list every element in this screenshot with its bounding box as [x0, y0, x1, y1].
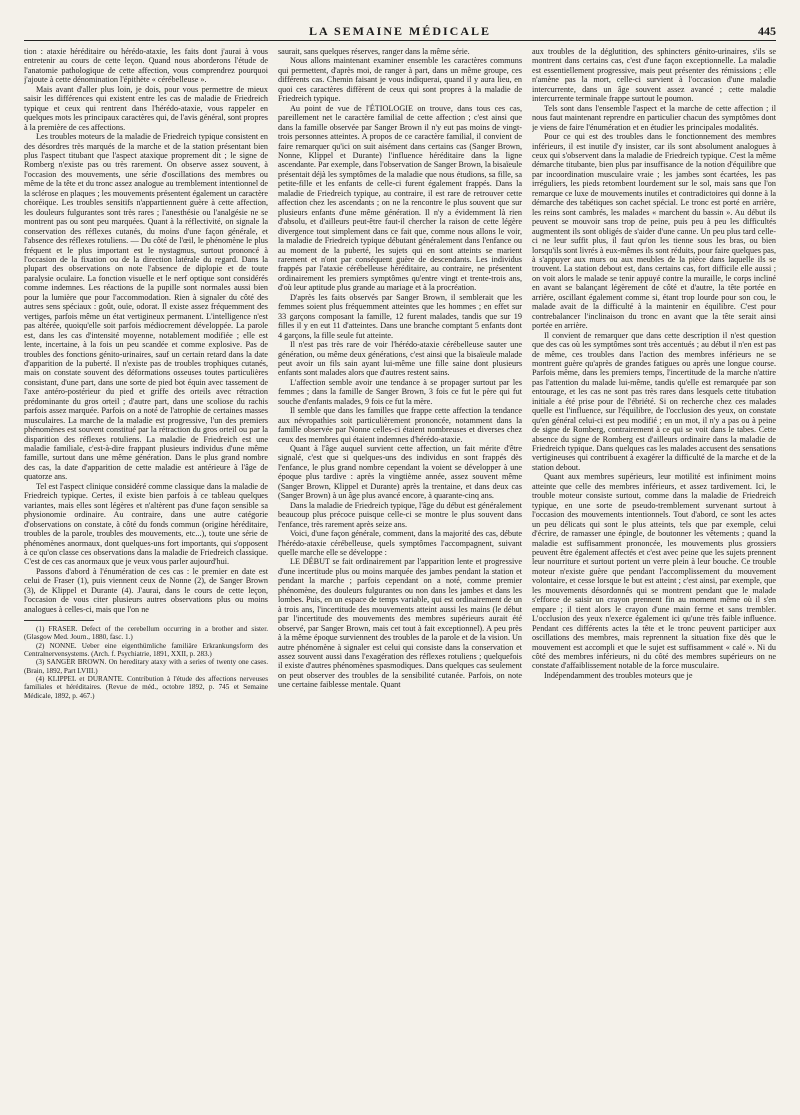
- paragraph: Il n'est pas très rare de voir l'hérédo-ataxie cérébelleuse sauter une génération, ou même deux générations, c'est ainsi que la bisaïeule malade peut avoir un fils sain ayant lui-même une fille saine dont plusieurs enfants sont malades alors que d'autres restent sains.: [278, 340, 522, 378]
- paragraph: Les troubles moteurs de la maladie de Friedreich typique consistent en des désordres très marqués de la marche et de la station présentant bien plus l'aspect titubant que l'aspect ataxique proprement dit ; le signe de Romberg n'existe pas ou très rarement. On observe assez souvent, à l'occasion des mouvements, une série d'oscillations des membres ou même de la tête et du tronc assez analogue au tremblement intentionnel de la sclérose en plaques ; les mouvements présentent également un caractère choréique. Les troubles sensitifs n'appartiennent guère à cette affection, les douleurs fulgurantes sont très rares ; l'anesthésie ou l'analgésie ne se montrent pas ou sont peu marquées. Quant à la réflectivité, on signale la conservation des réflexes cutanés, du moins d'une façon générale, et l'absence des réflexes rotuliens. — Du côté de l'œil, le phénomène le plus fréquent et le plus important est le nystagmus, surtout prononcé à l'occasion de la fixation ou de la direction latérale du regard. Dans la plupart des observations on note l'absence de diplopie et de toute paralysie oculaire. La fonction visuelle et le nerf optique sont considérés comme indemnes. Les réactions de la pupille sont normales aussi bien pour la lumière que pour l'accommodation. Rien à signaler du côté des autres sens spéciaux : goût, ouïe, odorat. Il existe assez fréquemment des vertiges, parfois même un état vertigineux permanent. L'intelligence n'est pas altérée, quoiqu'elle soit parfois médiocrement développée. La parole est, dans les cas d'intensité moyenne, notablement modifiée ; elle est lente, incertaine, à la fois un peu scandée et comme explosive. Pas de troubles des fonctions génito-urinaires, sauf un certain retard dans la date d'apparition de la puberté. Il n'existe pas de troubles trophiques cutanés, mais on constate souvent des déformations osseuses toutes particulières consistant, d'une part, dans une sorte de pied bot équin avec tassement de l'axe antéro-postérieur du pied et griffe des orteils avec rétraction prédominante du gros orteil ; d'autre part, dans une scoliose du rachis parfois assez marquée. Parfois on a noté de l'atrophie de certaines masses musculaires. La marche de la maladie est progressive, l'un des premiers phénomènes est souvent constitué par la rétraction du gros orteil ou par la disparition des réflexes rotuliens. La maladie de Friedreich est une maladie familiale, c'est-à-dire frappant plusieurs individus d'une même famille, surtout dans une même génération. Dans le plus grand nombre des cas, la date d'apparition de cette maladie est antérieure à l'âge de quatorze ans.: [24, 132, 268, 482]
- paragraph: Nous allons maintenant examiner ensemble les caractères communs qui permettent, d'après moi, de ranger à part, dans un même groupe, ces différents cas. Chemin faisant je vous indiquerai, quand il y aura lieu, en quoi ces caractères diffèrent de ceux qui sont propres à la maladie de Friedreich typique.: [278, 56, 522, 104]
- column-middle: [278, 47, 522, 1097]
- column-right-body: [532, 47, 776, 680]
- column-middle-body: [278, 47, 522, 690]
- footnote: (4) KLIPPEL et DURANTE. Contribution à l'étude des affections nerveuses familiales et héréditaires. (Revue de méd., octobre 1892, p. 745 et Semaine Médicale, 1892, p. 467.): [24, 674, 268, 700]
- paragraph: D'après les faits observés par Sanger Brown, il semblerait que les femmes soient plus fréquemment atteintes que les hommes ; en effet sur 33 garçons composant la famille, 12 furent malades, tandis que sur 19 filles il y en eut 11 d'atteintes. Dans une branche comptant 5 enfants dont 4 garçons, la fille seule fut atteinte.: [278, 292, 522, 340]
- paragraph: Quant aux membres supérieurs, leur motilité est infiniment moins atteinte que celle des membres inférieurs, et assez tardivement. Ici, le trouble moteur consiste surtout, comme dans la maladie de Friedreich typique, en une sorte de pseudo-tremblement survenant surtout à l'occasion des mouvements intentionnels. Tout d'abord, ce sont les actes un peu délicats qui sont le plus atteints, tels que par exemple, celui d'écrire, de ramasser une épingle, de boutonner les vêtements ; quand la maladie est suffisamment prononcée, les mouvements plus grossiers peuvent être également affectés et c'est avec peine que les sujets prennent leur nourriture et surtout portent un verre plein à leur bouche. Ce trouble moteur n'existe guère que pendant l'accomplissement du mouvement volontaire, et cesse lorsque le but est atteint ; c'est ainsi, par exemple, que les mouvements désordonnés qui se montrent pendant que le malade s'efforce de saisir un crayon prennent fin au moment même où il s'en empare ; il tient alors le crayon d'une main ferme et sans trembler. L'occlusion des yeux n'exerce également ici qu'une très faible influence. Pendant ces différents actes la tête et le tronc peuvent participer aux oscillations des membres, mais reprennent la situation fixe dès que le mouvement est accompli et que le sujet est suffisamment « calé ». Ni du côté des membres inférieurs, ni du côté des membres supérieurs on ne constate d'affaiblissement notable de la force musculaire.: [532, 472, 776, 671]
- page-number: 445: [758, 24, 776, 38]
- footnote: (2) NONNE. Ueber eine eigenthümliche familiäre Erkrankungsform des Centralnervensystems. (Arch. f. Psychiatrie, 1891, XXII, p. 283.): [24, 641, 268, 659]
- column-left: [24, 47, 268, 1097]
- paragraph: Pour ce qui est des troubles dans le fonctionnement des membres inférieurs, il est inutile d'y insister, car ils sont absolument analogues à ceux qui s'observent dans la maladie de Friedreich typique. C'est la même démarche titubante, bien plus par insuffisance de la notion d'équilibre que par incoordination musculaire vraie ; les jambes sont écartées, les pas irréguliers, les pieds retombent lourdement sur le sol, mais sans que l'on remarque ce luxe de mouvements inutiles et contradictoires qui donne à la démarche des tabétiques son cachet spécial. Le tronc est porté en arrière, les reins sont cambrés, les malades « marchent du bassin ». Au début ils peuvent se mouvoir sans trop de peine, puis peu à peu les difficultés augmentent ils sont obligés de s'aider d'une canne. Un peu plus tard celle-ci ne leur suffit plus, il faut qu'on les tienne sous les bras, ou bien lorsqu'ils sont livrés à eux-mêmes ils sont réduits, pour faire quelques pas, à s'appuyer aux murs ou aux meubles de la pièce dans laquelle ils se trouvent. La station debout est, dans certains cas, fort difficile elle aussi ; on voit alors le malade se tenir appuyé contre la muraille, le corps incliné en avant se balançant légèrement de côté et d'autre, la tête portée en arrière, oscillant également comme si, étant trop lourde pour son cou, le malade avait de la difficulté à la maintenir en équilibre. C'est pour contrebalancer l'inclinaison du tronc en avant que la tête serait ainsi portée en arrière.: [532, 132, 776, 331]
- footnote: (3) SANGER BROWN. On hereditary ataxy with a series of twenty one cases. (Brain, 1892, Part LVIII.): [24, 658, 268, 675]
- paragraph: L'affection semble avoir une tendance à se propager surtout par les femmes ; dans la famille de Sanger Brown, 3 fois ce fut le père qui fut souche d'enfants malades, 9 fois ce fut la mère.: [278, 377, 522, 406]
- footnotes: [24, 625, 268, 700]
- paragraph: Il semble que dans les familles que frappe cette affection la tendance aux névropathies soit particulièrement prononcée, notamment dans la famille observée par Nonne celles-ci étaient nombreuses et diverses chez ceux des membres qui étaient indemnes d'hérédo-ataxie.: [278, 406, 522, 444]
- paragraph: Dans la maladie de Friedreich typique, l'âge du début est généralement beaucoup plus précoce puisque celle-ci se montre le plus souvent dans l'enfance, très rarement après seize ans.: [278, 500, 522, 529]
- column-right: [532, 47, 776, 1097]
- journal-page: [24, 24, 776, 1104]
- paragraph: Passons d'abord à l'énumération de ces cas : le premier en date est celui de Fraser (1), puis viennent ceux de Nonne (2), de Sanger Brown (3), de Klippel et Durante (4). J'aurai, dans le cours de cette leçon, l'occasion de vous citer plusieurs autres observations plus ou moins analogues à celles-ci, mais que l'on ne: [24, 566, 268, 614]
- paragraph: Quant à l'âge auquel survient cette affection, un fait mérite d'être signalé, c'est que si quelques-uns des individus en sont frappés dès l'enfance, le plus grand nombre cependant la voient se développer à une époque plus tardive : après la vingtième année, assez souvent même (Sanger Brown, Klippel et Durante) après la trentaine, et dans deux cas (Sanger Brown) à un âge plus avancé encore, à quarante-cinq ans.: [278, 444, 522, 501]
- paragraph: Il convient de remarquer que dans cette description il n'est question que des cas où les symptômes sont très accentués ; au début il n'en est pas de même, ces troubles dans l'action des membres inférieurs ne se montrent guère qu'après de grandes fatigues ou après une longue course. Parfois même, dans les premiers temps, l'incertitude de la marche n'attire pas l'attention du malade lui-même, tandis qu'elle est remarquée par son entourage, et les cas ne sont pas très rares dans lesquels cette titubation initiale a été prise pour de l'ébriété. Si on recherche chez ces malades quelle est l'influence, sur l'équilibre, de l'occlusion des yeux, on constate qu'en général celui-ci est peu modifié ; en un mot, il n'y a pas ou à peine de signe de Romberg, contrairement à ce qui se voit dans le tabes. Cette absence du signe de Romberg est d'ailleurs ordinaire dans la maladie de Friedreich typique. Dans quelques cas les malades accusent des sensations vertigineuses qui contribuent à exagérer la difficulté de la marche et de la station debout.: [532, 330, 776, 472]
- page-header: [24, 24, 776, 41]
- paragraph: saurait, sans quelques réserves, ranger dans la même série.: [278, 47, 470, 56]
- column-left-body: [24, 47, 268, 614]
- paragraph: Mais avant d'aller plus loin, je dois, pour vous permettre de mieux saisir les différences qui existent entre les cas de maladie de Friedreich typique et ceux qui rentrent dans l'hérédo-ataxie, vous rappeler en quelques mots les principaux caractères qui, de l'avis général, sont propres à la première de ces affections.: [24, 84, 268, 132]
- paragraph: Tels sont dans l'ensemble l'aspect et la marche de cette affection ; il nous faut maintenant reprendre en particulier chacun des symptômes dont je viens de faire l'énumération et en étudier les principales modalités.: [532, 103, 776, 132]
- journal-title: LA SEMAINE MÉDICALE: [308, 24, 492, 38]
- paragraph: Indépendamment des troubles moteurs que je: [544, 670, 693, 680]
- paragraph: Tel est l'aspect clinique considéré comme classique dans la maladie de Friedreich typique. Certes, il existe bien parfois à ce tableau quelques variantes, mais elles sont légères et n'altèrent pas d'une façon sensible sa physionomie ordinaire. Au contraire, dans une autre catégorie d'observations on constate, à côté du fonds commun (origine héréditaire, troubles de la parole, troubles des mouvements, etc...), toute une série de phénomènes anormaux, dont quelques-uns fort importants, qui s'opposent à ce qu'on classe ces observations dans la maladie de Friedreich classique. C'est de ces cas anormaux que je veux vous parler aujourd'hui.: [24, 481, 268, 567]
- footnote-rule: [24, 620, 94, 621]
- paragraph: tion : ataxie héréditaire ou hérédo-ataxie, les faits dont j'aurai à vous entretenir au cours de cette leçon. Quand nous aborderons l'étude de l'anatomie pathologique de cette affection, vous comprendrez pourquoi j'ajoute à cette dénomination l'épithète « cérébelleuse ».: [24, 47, 268, 85]
- paragraph: Voici, d'une façon générale, comment, dans la majorité des cas, débute l'hérédo-ataxie cérébelleuse, quels symptômes l'accompagnent, suivant quelle marche elle se développe :: [278, 529, 522, 558]
- footnote: (1) FRASER. Defect of the cerebellum occurring in a brother and sister. (Glasgow Med. Journ., 1880, fasc. 1.): [24, 625, 268, 642]
- text-columns: [24, 47, 776, 1097]
- paragraph: aux troubles de la déglutition, des sphincters génito-urinaires, s'ils se montrent dans certains cas, c'est d'une façon exceptionnelle. La maladie est essentiellement progressive, mais peut présenter des rémissions ; elle n'amène pas la mort, celle-ci survient à l'occasion d'une maladie intercurrente, dans un âge souvent assez avancé ; cette maladie intercurrente terminale frappe surtout le poumon.: [532, 47, 776, 104]
- paragraph: LE DÉBUT se fait ordinairement par l'apparition lente et progressive d'une incertitude plus ou moins marquée des jambes pendant la station et pendant la marche ; parfois cependant on a noté, comme premier phénomène, des douleurs fulgurantes ou non dans les jambes et dans les lombes. Puis, en un espace de temps variable, qui est ordinairement de un à trois ans, l'incertitude des mouvements atteint aussi les mains (le début par l'incertitude des mouvements des membres supérieurs aurait été observé, par Sanger Brown, mais cet tout à fait exceptionnel). A peu près à la même époque surviennent des troubles de la parole et de la vision. Un autre phénomène à signaler est celui qui consiste dans la conservation et assez souvent aussi dans l'exagération des réflexes rotuliens ; quelquefois il existe d'autres phénomènes spasmodiques. Dans quelques cas seulement on peut observer des troubles de la sensibilité cutanée. Parfois, on note une certaine faiblesse mentale. Quant: [278, 557, 522, 690]
- paragraph: Au point de vue de l'ÉTIOLOGIE on trouve, dans tous ces cas, pareillement net le caractère familial de cette affection ; c'est ainsi que dans la famille observée par Sanger Brown il n'y eut pas moins de vingt-trois personnes atteintes. A propos de ce caractère familial, il convient de faire remarquer qu'ici on suit aisément dans certains cas (Sanger Brown, Nonne, Klippel et Durante) l'influence héréditaire dans la ligne ascendante. Par exemple, dans l'observation de Sanger Brown, la bisaïeule présentait déjà les symptômes de la maladie que nous étudions, sa fille, sa petite-fille et les enfants de celle-ci furent également frappés. Dans la maladie de Friedreich typique, au contraire, il est rare de retrouver cette affection chez les ascendants ; on ne la rencontre le plus souvent que sur plusieurs enfants d'une même génération. Il n'y a évidemment là rien d'absolu, et d'ailleurs peut-être faut-il chercher la raison de cette légère divergence tout simplement dans ce fait que, comme nous allons le voir, la maladie de Friedreich typique débutant généralement dans l'enfance ou au moment de la puberté, les sujets qui en sont atteints se marient rarement et n'ont par conséquent guère de descendants. Les individus frappés par l'ataxie cérébelleuse héréditaire, au contraire, ne présentent ordinairement les premiers symptômes qu'entre vingt et trente-trois ans, d'où leur aptitude plus grande au mariage et à la procréation.: [278, 103, 522, 293]
